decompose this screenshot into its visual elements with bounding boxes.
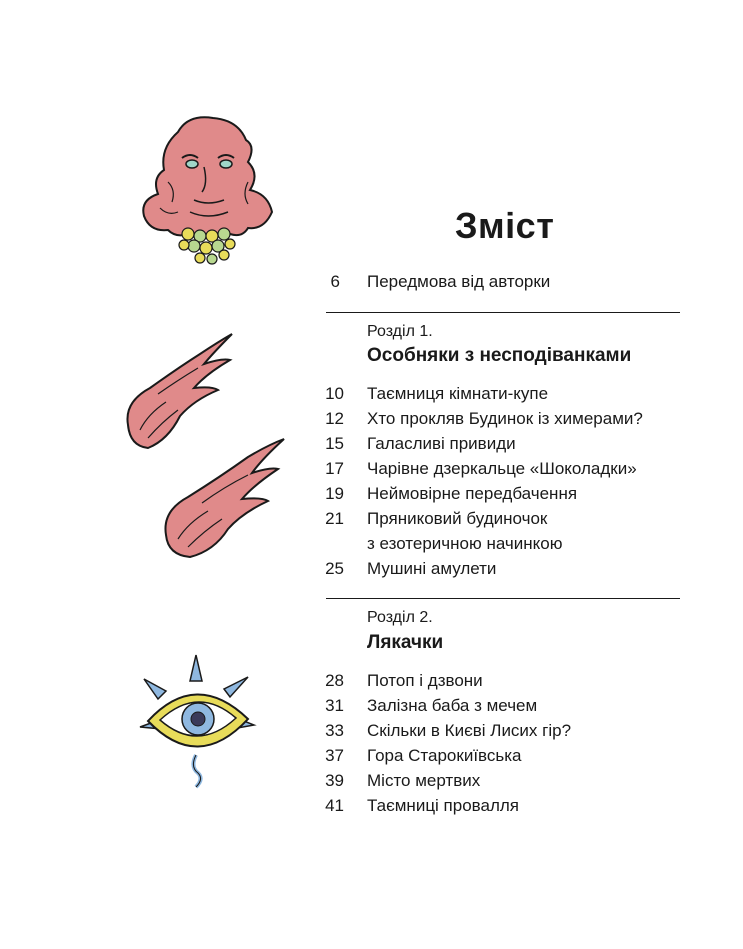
entry-page: 19: [325, 484, 344, 503]
entry-page: 39: [325, 771, 344, 790]
entry-title: Залізна баба з мечем: [367, 696, 538, 715]
section-title-1: Особняки з несподіванками: [367, 345, 632, 366]
entry-title: Таємниці провалля: [367, 796, 520, 815]
entry-page: 28: [325, 671, 344, 690]
entry-page: 41: [325, 796, 344, 815]
toc-entry[interactable]: [300, 507, 680, 557]
entry-page: 17: [325, 459, 344, 478]
section-divider-1: [326, 312, 680, 313]
section-label-2: Розділ 2.: [367, 609, 433, 626]
section-label-1: Розділ 1.: [367, 323, 433, 340]
entry-title: Таємниця кімнати-купе: [367, 384, 549, 403]
entry-title: Передмова від авторки: [367, 272, 551, 291]
entry-title: Галасливі привиди: [367, 434, 516, 453]
entry-title: Мушині амулети: [367, 559, 497, 578]
section-divider-2: [326, 598, 680, 599]
entry-title: Гора Старокиївська: [367, 746, 522, 765]
entry-title: Неймовірне передбачення: [367, 484, 578, 503]
comet-illustration-2: [158, 435, 288, 560]
section-title-2: Лякачки: [367, 632, 444, 653]
entry-title: Скільки в Києві Лисих гір?: [367, 721, 572, 740]
entry-page: 10: [325, 384, 344, 403]
entry-title: Потоп і дзвони: [367, 671, 483, 690]
entry-page: 12: [325, 409, 344, 428]
eye-illustration: [140, 655, 255, 787]
entry-page: 31: [325, 696, 344, 715]
gargoyle-illustration: [138, 112, 278, 267]
toc-title: Зміст: [455, 205, 555, 246]
entry-title: Хто прокляв Будинок із химерами?: [367, 409, 643, 428]
entry-page: 33: [325, 721, 344, 740]
entry-title: Пряниковий будиночок: [367, 509, 548, 528]
entry-title-continuation: з езотеричною начинкою: [367, 534, 563, 553]
entry-page: 21: [325, 509, 344, 528]
entry-page: 37: [325, 746, 344, 765]
entry-page: 15: [325, 434, 344, 453]
entry-page: 25: [325, 559, 344, 578]
entry-page: 6: [330, 272, 340, 291]
entry-title: Місто мертвих: [367, 771, 481, 790]
entry-title: Чарівне дзеркальце «Шоколадки»: [367, 459, 637, 478]
